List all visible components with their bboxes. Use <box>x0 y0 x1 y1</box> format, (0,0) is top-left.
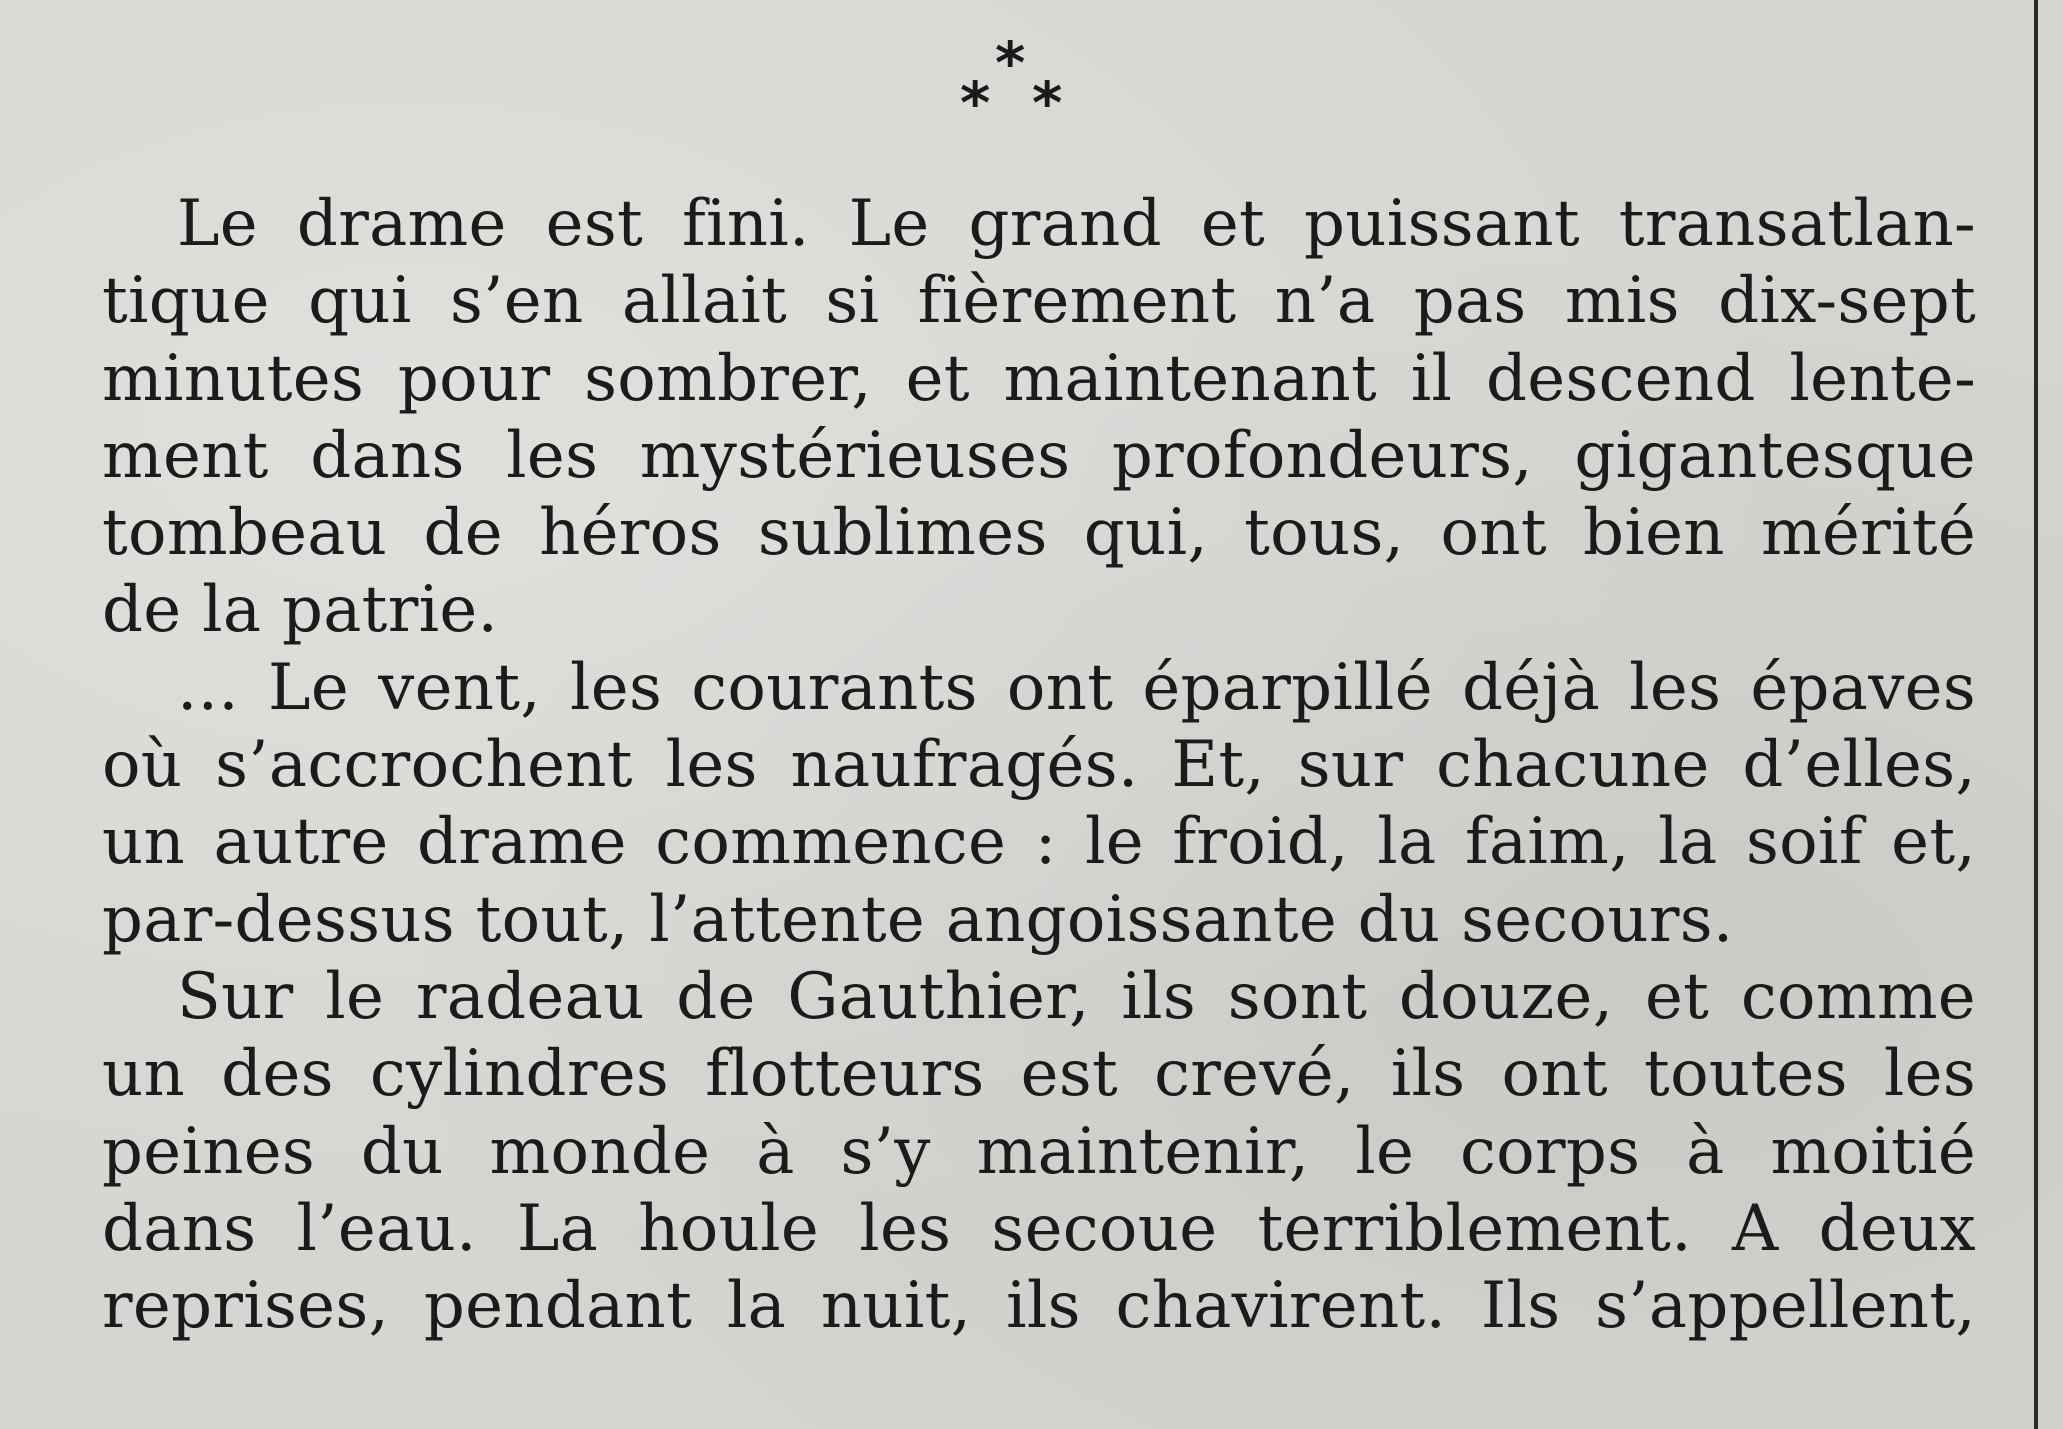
column-rule <box>2034 0 2038 1429</box>
text-line: dans l’eau. La houle les secoue terriblement. A deux <box>102 1191 1976 1266</box>
asterism-star: * <box>995 29 1026 97</box>
text-line: ... Le vent, les courants ont éparpillé déjà les épaves <box>177 650 1976 725</box>
text-line: Sur le radeau de Gauthier, ils sont douze, et comme <box>177 959 1976 1034</box>
text-line: Le drame est fini. Le grand et puissant transatlan- <box>177 187 1976 261</box>
text-line: peines du monde à s’y maintenir, le corps à moitié <box>102 1114 1976 1189</box>
text-line: où s’accrochent les naufragés. Et, sur chacune d’elles, <box>102 728 1976 803</box>
paragraph-3 <box>102 959 1976 1345</box>
paragraph-2 <box>102 650 1976 959</box>
text-line: tique qui s’en allait si fièrement n’a pas mis dix-sept <box>102 264 1976 339</box>
text-line: par-dessus tout, l’attente angoissante du secours. <box>102 882 1734 957</box>
text-line: minutes pour sombrer, et maintenant il descend lente- <box>102 341 1976 416</box>
text-line: de la patrie. <box>102 573 499 648</box>
text-line: tombeau de héros sublimes qui, tous, ont bien mérité <box>102 496 1976 571</box>
asterism-star: * <box>960 69 991 137</box>
paragraph-1 <box>102 186 1976 650</box>
asterism-star: * <box>1032 69 1063 137</box>
text-line: ment dans les mystérieuses profondeurs, gigantesque <box>102 418 1976 493</box>
asterism-ornament <box>955 29 1075 137</box>
text-line: un des cylindres flotteurs est crevé, ils ont toutes les <box>102 1037 1976 1112</box>
text-line: reprises, pendant la nuit, ils chavirent. Ils s’appellent, <box>102 1269 1976 1344</box>
text-line: un autre drame commence : le froid, la faim, la soif et, <box>102 805 1976 880</box>
text-column <box>102 186 1976 1345</box>
